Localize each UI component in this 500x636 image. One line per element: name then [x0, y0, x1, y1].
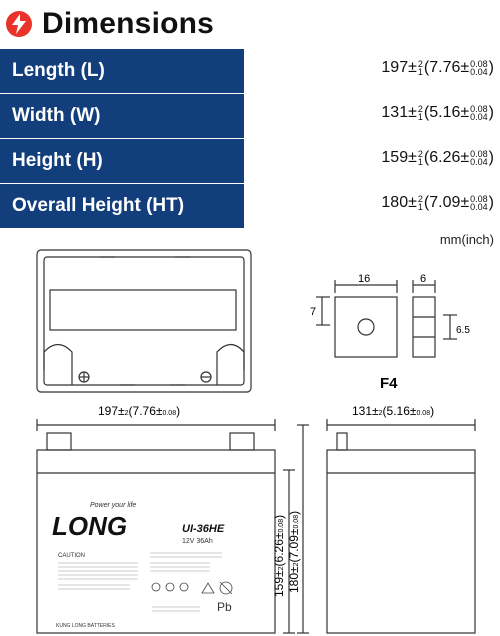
front-height-label: 159±2(6.26±0.08)	[272, 514, 286, 597]
row-label: Length (L)	[0, 49, 244, 93]
row-label: Height (H)	[0, 139, 244, 183]
recycle-icons	[152, 582, 232, 594]
row-length	[0, 49, 500, 93]
row-overall-height	[0, 184, 500, 228]
row-label: Overall Height (HT)	[0, 184, 244, 228]
lightning-bolt-icon	[6, 11, 32, 37]
row-value: 197± 2 1 (7.76± 0.08 0.04 )	[381, 58, 494, 77]
model-label: UI-36HE	[182, 523, 225, 535]
terminal-name: F4	[380, 375, 398, 392]
row-height	[0, 139, 500, 183]
unit-note: mm(inch)	[439, 232, 494, 247]
row-value: 180± 2 1 (7.09± 0.08 0.04 )	[381, 193, 494, 212]
terminal-width-label: 16	[358, 273, 371, 285]
side-view-drawing	[327, 419, 475, 633]
row-width	[0, 94, 500, 138]
spec-label: 12V 36Ah	[182, 538, 213, 545]
top-view-drawing	[37, 250, 251, 392]
terminal-height-label: 7	[310, 306, 317, 318]
terminal-depth-label: 6	[420, 273, 427, 285]
technical-drawing	[0, 245, 500, 636]
brand-logo: LONG	[52, 511, 128, 541]
front-length-label: 197±2(7.76±0.08)	[98, 404, 181, 418]
dimensions-heading	[6, 6, 214, 42]
row-value: 131± 2 1 (5.16± 0.08 0.04 )	[381, 103, 494, 122]
pb-label: Pb	[217, 600, 232, 614]
front-overall-label: 180±2(7.09±0.08)	[287, 510, 301, 593]
label-text-lines	[58, 553, 222, 611]
brand-slogan: Power your life	[90, 502, 137, 509]
row-label: Width (W)	[0, 94, 244, 138]
side-width-label: 131±2(5.16±0.08)	[352, 404, 435, 418]
page-title: Dimensions	[42, 7, 215, 40]
maker-label: KUNG LONG BATTERIES	[56, 623, 115, 629]
row-value: 159± 2 1 (6.26± 0.08 0.04 )	[381, 148, 494, 167]
terminal-hole-label: 6.5	[456, 325, 470, 336]
caution-label: CAUTION	[58, 553, 85, 559]
terminal-f4-drawing	[316, 280, 457, 357]
